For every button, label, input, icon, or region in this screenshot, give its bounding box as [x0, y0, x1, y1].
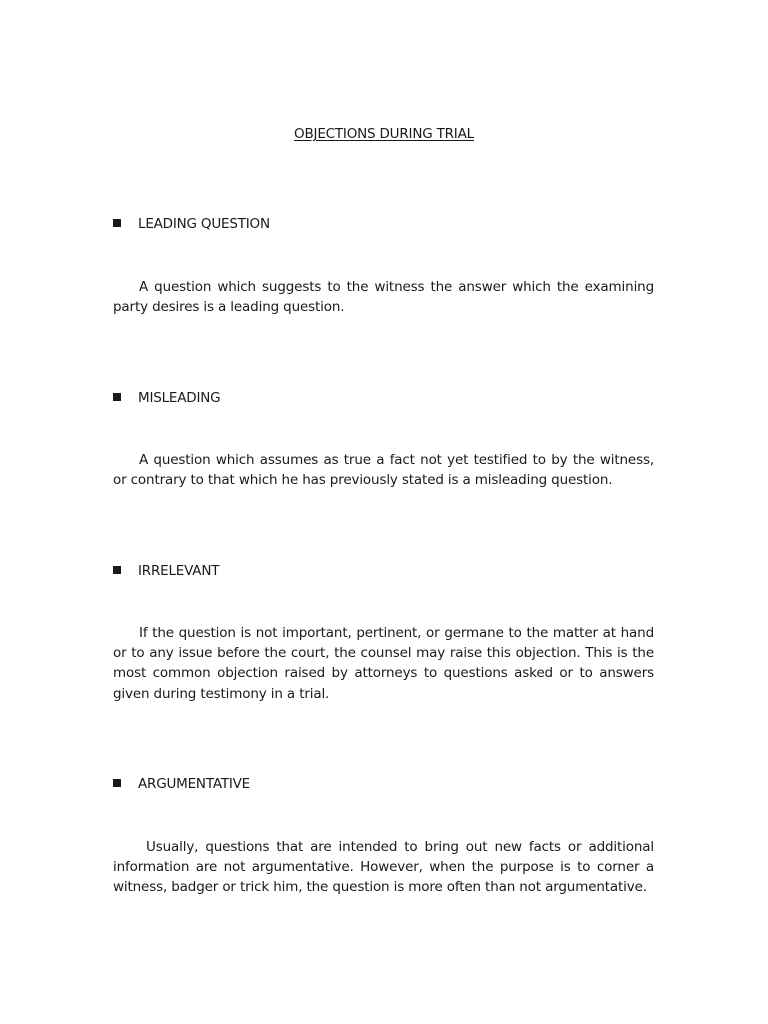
document-title: OBJECTIONS DURING TRIAL [294, 126, 474, 142]
square-bullet-icon [113, 566, 121, 574]
section-heading-label: LEADING QUESTION [138, 216, 270, 232]
section-heading-irrelevant [113, 561, 219, 581]
section-body-argumentative: Usually, questions that are intended to bring out new facts or additional information are not argumentative. However, when the purpose is to corner a witness, badger or trick him, the question is more often than not argumentative. [113, 839, 654, 896]
square-bullet-icon [113, 219, 121, 227]
section-body-misleading: A question which assumes as true a fact not yet testified to by the witness, or contrary to that which he has previously stated is a misleading question. [113, 452, 654, 489]
section-body-leading-question: A question which suggests to the witness the answer which the examining party desires is a leading question. [113, 279, 654, 316]
square-bullet-icon [113, 393, 121, 401]
section-heading-misleading [113, 388, 220, 408]
section-heading-leading-question [113, 214, 270, 234]
section-heading-label: MISLEADING [138, 390, 221, 406]
section-heading-label: ARGUMENTATIVE [138, 776, 251, 792]
section-heading-argumentative [113, 774, 250, 794]
section-heading-label: IRRELEVANT [138, 563, 220, 579]
section-body-irrelevant: If the question is not important, pertinent, or germane to the matter at hand or to any issue before the court, the counsel may raise this objection. This is the most common objection raised by attorneys to questions asked or to answers given during testimony in a trial. [113, 625, 654, 702]
square-bullet-icon [113, 779, 121, 787]
